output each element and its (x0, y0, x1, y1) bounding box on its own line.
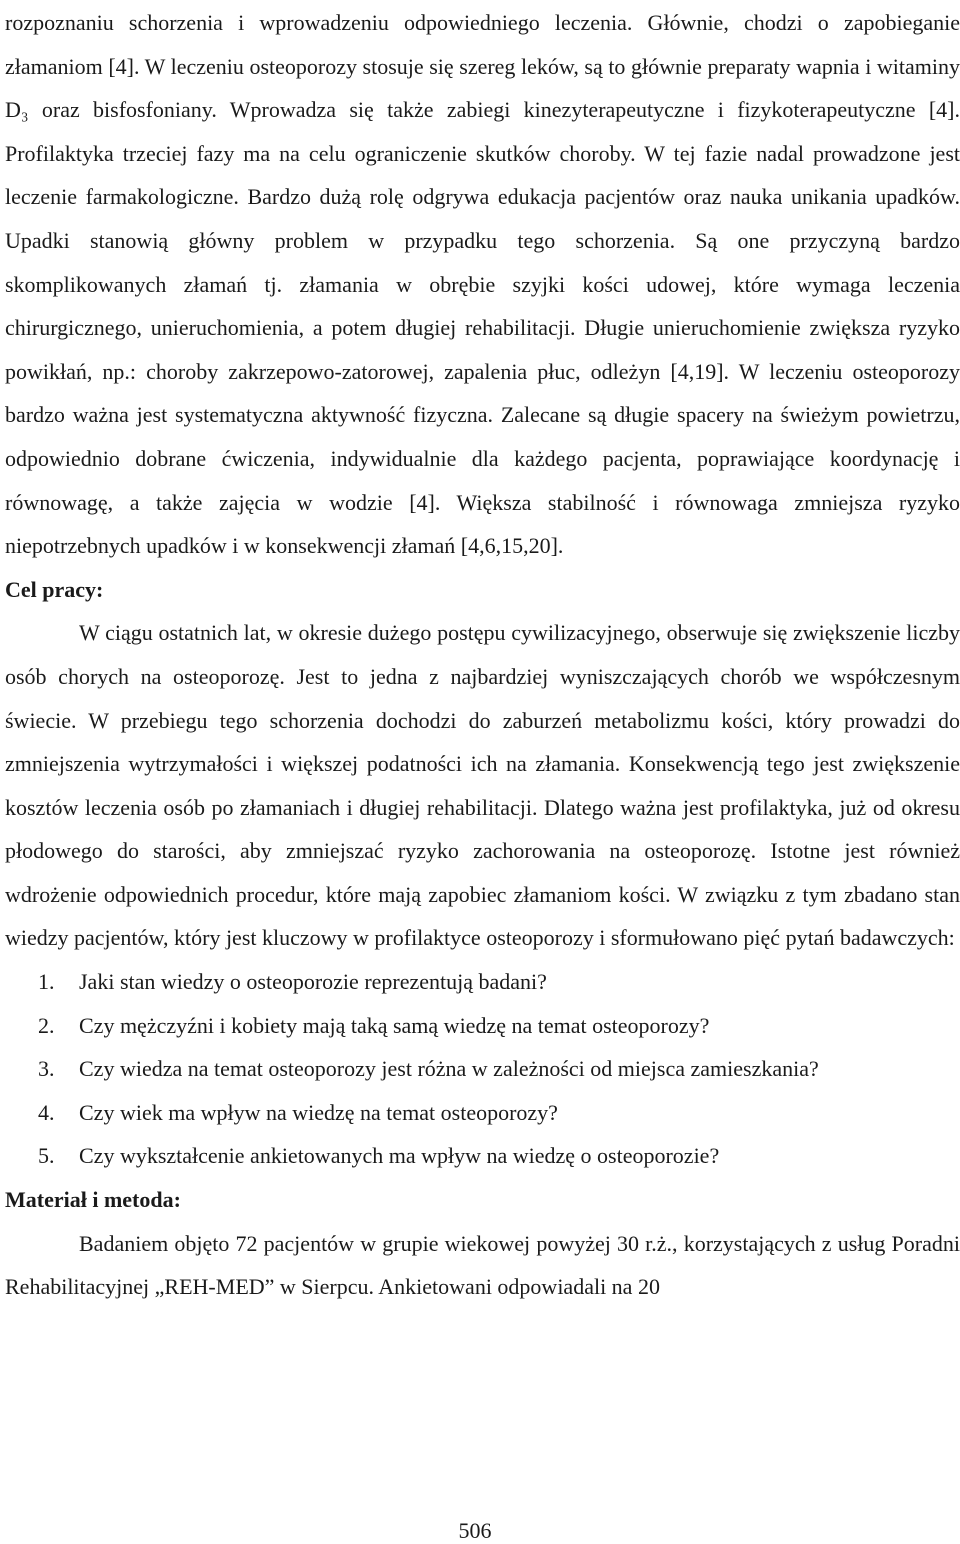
list-item-text: Czy wiek ma wpływ na wiedzę na temat osteoporozy? (79, 1099, 558, 1125)
list-item-text: Czy wykształcenie ankietowanych ma wpływ na wiedzę o osteoporozie? (79, 1143, 720, 1169)
research-questions-list (5, 960, 960, 1178)
list-item-number: 5. (38, 1143, 55, 1169)
list-item (5, 1134, 960, 1178)
list-item (5, 1091, 960, 1135)
list-item-text: Jaki stan wiedzy o osteoporozie reprezentują badani? (79, 969, 547, 995)
list-item-number: 4. (38, 1099, 55, 1125)
page-number: 506 (458, 1518, 492, 1543)
body-paragraph-methods: Badaniem objęto 72 pacjentów w grupie wiekowej powyżej 30 r.ż., korzystających z usług Poradni Rehabilitacyjnej „REH-MED” w Sierpcu. Ankietowani odpowiadali na 20 (5, 1230, 960, 1300)
list-item (5, 960, 960, 1004)
document-page (5, 0, 960, 1543)
list-item-number: 3. (38, 1056, 55, 1082)
list-item (5, 1047, 960, 1091)
list-item (5, 1004, 960, 1048)
section-heading-methods: Materiał i metoda: (5, 1187, 181, 1213)
body-paragraph-aim: W ciągu ostatnich lat, w okresie dużego postępu cywilizacyjnego, obserwuje się zwiększenie liczby osób chorych na osteoporozę. Jest to jedna z najbardziej wyniszczających chorób we współczesnym świecie. W przebiegu tego schorzenia dochodzi do zaburzeń metabolizmu kości, który prowadzi do zmniejszenia wytrzymałości i większej podatności ich na złamania. Konsekwencją tego jest zwiększenie kosztów leczenia osób po złamaniach i długiej rehabilitacji. Dlatego ważna jest profilaktyka, już od okresu płodowego do starości, aby zmniejszać ryzyko zachorowania na osteoporozę. Istotne jest również wdrożenie odpowiednich procedur, które mają zapobiec złamaniom kości. W związku z tym zbadano stan wiedzy pacjentów, który jest kluczowy w profilaktyce osteoporozy i sformułowano pięć pytań badawczych: (5, 620, 960, 951)
section-heading-aim: Cel pracy: (5, 576, 104, 602)
body-paragraph-prevention: rozpoznaniu schorzenia i wprowadzeniu odpowiedniego leczenia. Głównie, chodzi o zapobieganie złamaniom [4]. W leczeniu osteoporozy stosuje się szereg leków, są to głównie preparaty wapnia i witaminy D₃ oraz bisfosfoniany. Wprowadza się także zabiegi kinezyterapeutyczne i fizykoterapeutyczne [4]. Profilaktyka trzeciej fazy ma na celu ograniczenie skutków choroby. W tej fazie nadal prowadzone jest leczenie farmakologiczne. Bardzo dużą rolę odgrywa edukacja pacjentów oraz nauka unikania upadków. Upadki stanowią główny problem w przypadku tego schorzenia. Są one przyczyną bardzo skomplikowanych złamań tj. złamania w obrębie szyjki kości udowej, które wymaga leczenia chirurgicznego, unieruchomienia, a potem długiej rehabilitacji. Długie unieruchomienie zwiększa ryzyko powikłań, np.: choroby zakrzepowo-zatorowej, zapalenia płuc, odleżyn [4,19]. W leczeniu osteoporozy bardzo ważna jest systematyczna aktywność fizyczna. Zalecane są długie spacery na świeżym powietrzu, odpowiednio dobrane ćwiczenia, indywidualnie dla każdego pacjenta, poprawiające koordynację i równowagę, a także zajęcia w wodzie [4]. Większa stabilność i równowaga zmniejsza ryzyko niepotrzebnych upadków i w konsekwencji złamań [4,6,15,20]. (5, 10, 960, 559)
list-item-number: 1. (38, 969, 55, 995)
list-item-text: Czy wiedza na temat osteoporozy jest różna w zależności od miejsca zamieszkania? (79, 1056, 819, 1082)
list-item-text: Czy mężczyźni i kobiety mają taką samą wiedzę na temat osteoporozy? (79, 1012, 710, 1038)
list-item-number: 2. (38, 1012, 55, 1038)
